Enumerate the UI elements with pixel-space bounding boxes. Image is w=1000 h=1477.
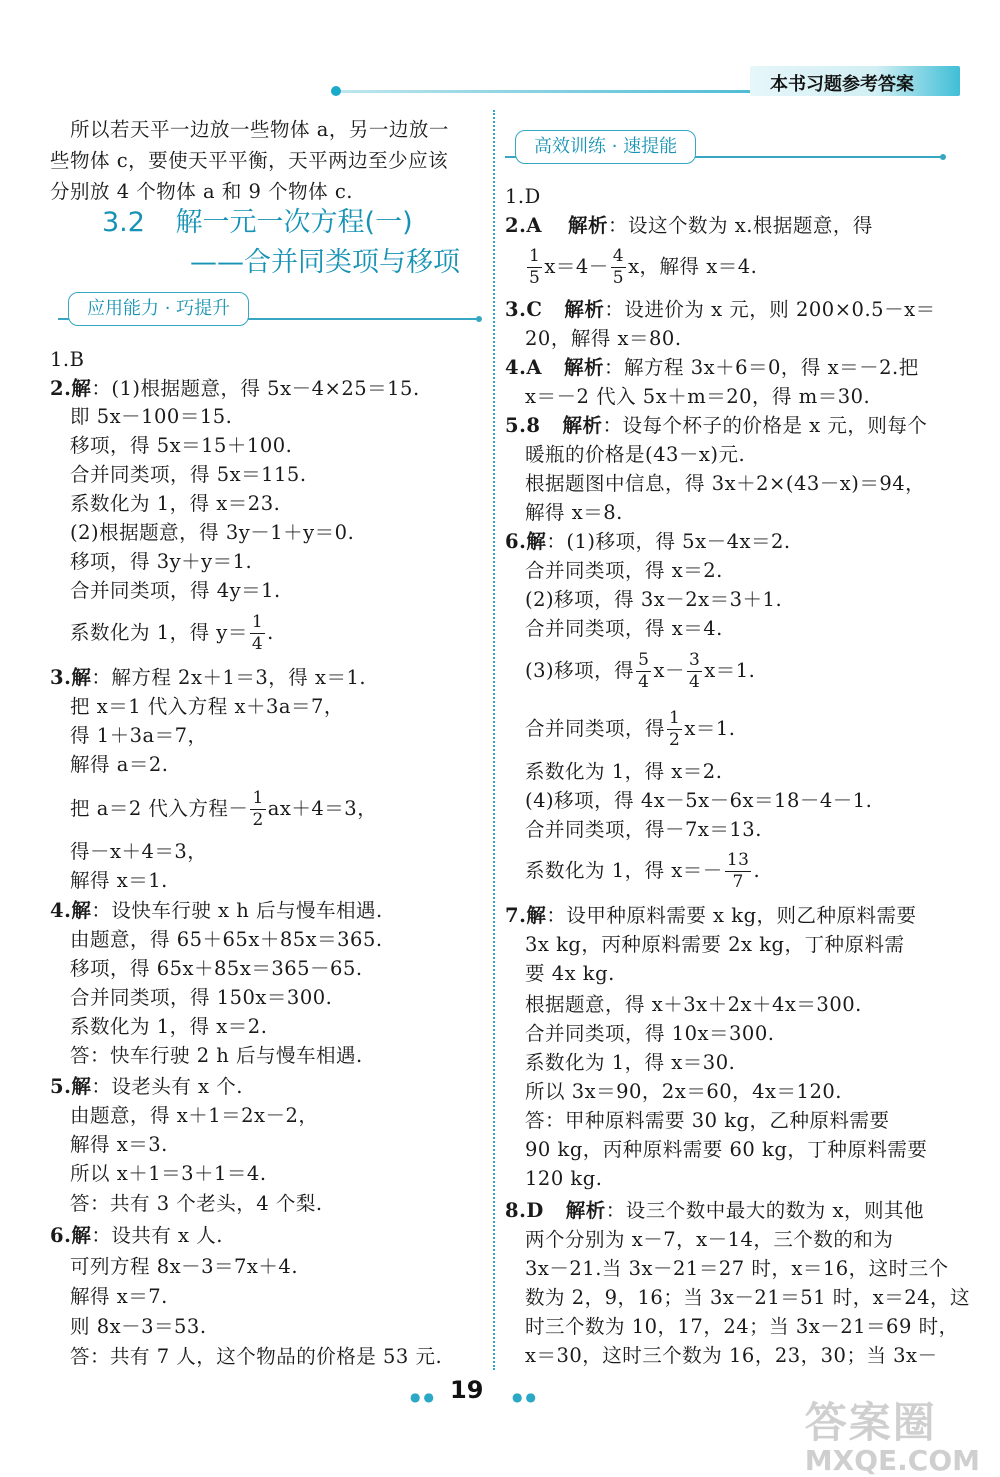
numerator: 3 xyxy=(688,650,701,670)
answer-line: 90 kg，丙种原料需要 60 kg，丁种原料需要 xyxy=(525,1138,928,1161)
section-heading xyxy=(102,200,413,239)
answer-line: x＝－2 代入 5x＋m＝20，得 m＝30. xyxy=(525,385,871,408)
intro-line: 所以若天平一边放一些物体 a，另一边放一 xyxy=(70,118,449,141)
question-label: 4.解 xyxy=(50,899,92,922)
analysis-label: 解析 xyxy=(568,214,609,237)
answer-line: x＝30，这时三个数为 16，23，30；当 3x－ xyxy=(525,1344,938,1367)
question-label: 3.C xyxy=(505,298,543,321)
answer-text: ：设老头有 x 个. xyxy=(91,1075,243,1098)
answer-text: 把 a＝2 代入方程－ xyxy=(70,797,249,820)
answer-text: ：设甲种原料需要 x kg，则乙种原料需要 xyxy=(546,904,917,927)
answer-line xyxy=(505,296,936,324)
answer-text: ：设进价为 x 元，则 200×0.5－x＝ xyxy=(604,298,936,321)
fraction xyxy=(527,248,542,287)
answer-line xyxy=(505,528,791,556)
answer-line: 可列方程 8x－3＝7x＋4. xyxy=(70,1255,299,1278)
question-label: 6.解 xyxy=(50,1224,92,1247)
answer-line: 即 5x－100＝15. xyxy=(70,405,233,428)
section-title: 解一元一次方程(一) xyxy=(175,207,413,238)
denominator: 5 xyxy=(612,268,625,288)
answer-line: 数为 2，9，16；当 3x－21＝51 时，x＝24，这 xyxy=(525,1286,971,1309)
answer-line: 把 x＝1 代入方程 x＋3a＝7， xyxy=(70,695,344,718)
answer-line xyxy=(50,375,420,403)
answer-line: 要 4x kg. xyxy=(525,962,615,985)
answer-text: 合并同类项，得 xyxy=(525,717,666,740)
answer-line: (2)移项，得 3x－2x＝3＋1. xyxy=(525,588,783,611)
answer-line: 时三个数为 10，17，24；当 3x－21＝69 时， xyxy=(525,1315,959,1338)
fraction xyxy=(636,652,651,691)
answer-line: 答：共有 7 人，这个物品的价格是 53 元. xyxy=(70,1345,443,1368)
answer-line: 由题意，得 65＋65x＋85x＝365. xyxy=(70,928,383,951)
answer-text: . xyxy=(267,621,274,644)
answer-line: 得－x＋4＝3， xyxy=(70,840,208,863)
answer-text: (3)移项，得 xyxy=(525,659,635,682)
header-label: 本书习题参考答案 xyxy=(770,74,914,95)
header-dot xyxy=(331,86,341,96)
answer-line xyxy=(505,902,917,930)
question-label: 2.解 xyxy=(50,377,92,400)
analysis-label: 解析 xyxy=(564,298,605,321)
answer-line xyxy=(505,652,755,691)
answer-line: (4)移项，得 4x－5x－6x＝18－4－1. xyxy=(525,789,873,812)
answer-line: 系数化为 1，得 x＝30. xyxy=(525,1051,736,1074)
answer-line: 1.B xyxy=(50,348,85,371)
answer-line: 解得 a＝2. xyxy=(70,753,169,776)
question-label: 8.D xyxy=(505,1199,544,1222)
answer-line: 3x－21.当 3x－21＝27 时，x＝16，这时三个 xyxy=(525,1257,949,1280)
page-number-dots-left: ●● xyxy=(410,1390,437,1404)
answer-line: 合并同类项，得 150x＝300. xyxy=(70,986,333,1009)
denominator: 7 xyxy=(732,872,744,892)
answer-line xyxy=(50,614,274,653)
answer-line: 合并同类项，得 x＝4. xyxy=(525,617,723,640)
answer-text: ：解方程 2x＋1＝3，得 x＝1. xyxy=(91,666,367,689)
answer-text: ：设共有 x 人. xyxy=(91,1224,223,1247)
numerator: 13 xyxy=(726,850,750,870)
answer-line: 合并同类项，得 4y＝1. xyxy=(70,579,281,602)
answer-line: 所以 x＋1＝3＋1＝4. xyxy=(70,1162,267,1185)
pill-label: 高效训练 · 速提能 xyxy=(515,130,696,164)
answer-text: x－ xyxy=(653,659,685,682)
answer-line xyxy=(505,710,735,749)
answer-text: ：设每个杯子的价格是 x 元，则每个 xyxy=(602,414,928,437)
denominator: 2 xyxy=(252,810,264,830)
column-divider xyxy=(493,110,496,1370)
answer-line xyxy=(505,248,757,287)
question-label: 6.解 xyxy=(505,530,547,553)
watermark-logo xyxy=(805,1390,980,1477)
pill-dot xyxy=(940,154,946,160)
answer-line: 移项，得 65x＋85x＝365－65. xyxy=(70,957,363,980)
answer-line: 答：甲种原料需要 30 kg，乙种原料需要 xyxy=(525,1109,890,1132)
answer-line: 合并同类项，得 x＝2. xyxy=(525,559,723,582)
denominator: 2 xyxy=(669,730,681,750)
pill-dot xyxy=(476,316,482,322)
answer-line xyxy=(50,897,383,925)
answer-line: 合并同类项，得 10x＝300. xyxy=(525,1022,775,1045)
question-label: 4.A xyxy=(505,356,542,379)
answer-text: ：(1)根据题意，得 5x－4×25＝15. xyxy=(91,377,420,400)
fraction xyxy=(667,710,682,749)
numerator: 1 xyxy=(669,708,681,728)
numerator: 1 xyxy=(529,246,541,266)
answer-text: 系数化为 1，得 y＝ xyxy=(70,621,248,644)
answer-text: x，解得 x＝4. xyxy=(628,255,758,278)
answer-line: 解得 x＝7. xyxy=(70,1285,168,1308)
answer-line: 解得 x＝3. xyxy=(70,1133,168,1156)
answer-line: 两个分别为 x－7，x－14，三个数的和为 xyxy=(525,1228,894,1251)
answer-line: 根据题意，得 x＋3x＋2x＋4x＝300. xyxy=(525,993,862,1016)
answer-text: ：设这个数为 x.根据题意，得 xyxy=(608,214,873,237)
answer-line: 解得 x＝8. xyxy=(525,501,623,524)
fraction xyxy=(250,790,265,829)
answer-line: 根据题图中信息，得 3x＋2×(43－x)＝94， xyxy=(525,472,926,495)
answer-text: x＝4－ xyxy=(544,255,609,278)
analysis-label: 解析 xyxy=(565,1199,606,1222)
denominator: 5 xyxy=(529,268,541,288)
answer-line xyxy=(50,1073,243,1101)
answer-text: 系数化为 1，得 x＝－ xyxy=(525,859,723,882)
fraction xyxy=(250,614,265,653)
fraction xyxy=(725,852,752,891)
answer-line xyxy=(50,664,366,692)
answer-text: x＝1. xyxy=(704,659,756,682)
numerator: 1 xyxy=(252,788,264,808)
page-number: 19 xyxy=(450,1376,484,1404)
answer-text: ：设三个数中最大的数为 x，则其他 xyxy=(605,1199,924,1222)
answer-line: 所以 3x＝90，2x＝60，4x＝120. xyxy=(525,1080,842,1103)
denominator: 4 xyxy=(638,672,650,692)
answer-line: 移项，得 5x＝15＋100. xyxy=(70,434,293,457)
answer-line: 3x kg，丙种原料需要 2x kg，丁种原料需 xyxy=(525,933,905,956)
answer-line: 暖瓶的价格是(43－x)元. xyxy=(525,443,746,466)
watermark-text: 答案圈 xyxy=(804,1398,937,1447)
answer-line: 合并同类项，得－7x＝13. xyxy=(525,818,762,841)
watermark-url: MXQE.COM xyxy=(804,1444,980,1477)
answer-line xyxy=(505,852,760,891)
answer-line: 得 1＋3a＝7， xyxy=(70,724,208,747)
answer-line: 系数化为 1，得 x＝2. xyxy=(70,1015,268,1038)
answer-line: 移项，得 3y＋y＝1. xyxy=(70,550,253,573)
answer-line xyxy=(505,1197,924,1225)
section-subtitle: ——合并同类项与移项 xyxy=(190,247,460,278)
answer-line xyxy=(505,354,919,382)
pill-label: 应用能力 · 巧提升 xyxy=(68,292,249,326)
question-label: 2.A xyxy=(505,214,542,237)
page-number-dots-right: ●● xyxy=(512,1390,539,1404)
answer-line: 答：共有 3 个老头，4 个梨. xyxy=(70,1192,323,1215)
answer-line: 系数化为 1，得 x＝2. xyxy=(525,760,723,783)
intro-line: 些物体 c，要使天平平衡，天平两边至少应该 xyxy=(50,149,449,172)
answer-line: 20，解得 x＝80. xyxy=(525,327,682,350)
answer-line: 系数化为 1，得 x＝23. xyxy=(70,492,281,515)
analysis-label: 解析 xyxy=(562,414,603,437)
numerator: 1 xyxy=(251,612,264,632)
answer-line: 合并同类项，得 5x＝115. xyxy=(70,463,307,486)
answer-text: ：解方程 3x＋6＝0，得 x＝－2.把 xyxy=(604,356,919,379)
question-label: 3.解 xyxy=(50,666,92,689)
answer-line: 则 8x－3＝53. xyxy=(70,1315,207,1338)
answer-line xyxy=(505,212,873,240)
answer-line xyxy=(50,790,377,829)
numerator: 4 xyxy=(612,246,625,266)
question-label: 5.8 xyxy=(505,414,541,437)
answer-line: 由题意，得 x＋1＝2x－2， xyxy=(70,1104,319,1127)
answer-line xyxy=(50,1222,223,1250)
numerator: 5 xyxy=(638,650,650,670)
section-number: 3.2 xyxy=(102,207,145,238)
answer-text: x＝1. xyxy=(684,717,736,740)
question-label: 7.解 xyxy=(505,904,547,927)
answer-line: 120 kg. xyxy=(525,1167,603,1190)
answer-line xyxy=(505,412,927,440)
fraction xyxy=(611,248,626,287)
denominator: 4 xyxy=(688,672,701,692)
denominator: 4 xyxy=(251,634,264,654)
answer-text: . xyxy=(753,859,761,882)
intro-line: 分别放 4 个物体 a 和 9 个物体 c. xyxy=(50,180,353,203)
answer-text: ：(1)移项，得 5x－4x＝2. xyxy=(546,530,791,553)
question-label: 5.解 xyxy=(50,1075,92,1098)
fraction xyxy=(687,652,702,691)
answer-line: 1.D xyxy=(505,185,541,208)
analysis-label: 解析 xyxy=(564,356,605,379)
answer-text: ：设快车行驶 x h 后与慢车相遇. xyxy=(91,899,383,922)
answer-line: 解得 x＝1. xyxy=(70,869,168,892)
answer-text: ax＋4＝3， xyxy=(267,797,378,820)
answer-line: (2)根据题意，得 3y－1＋y＝0. xyxy=(70,521,355,544)
answer-line: 答：快车行驶 2 h 后与慢车相遇. xyxy=(70,1044,363,1067)
